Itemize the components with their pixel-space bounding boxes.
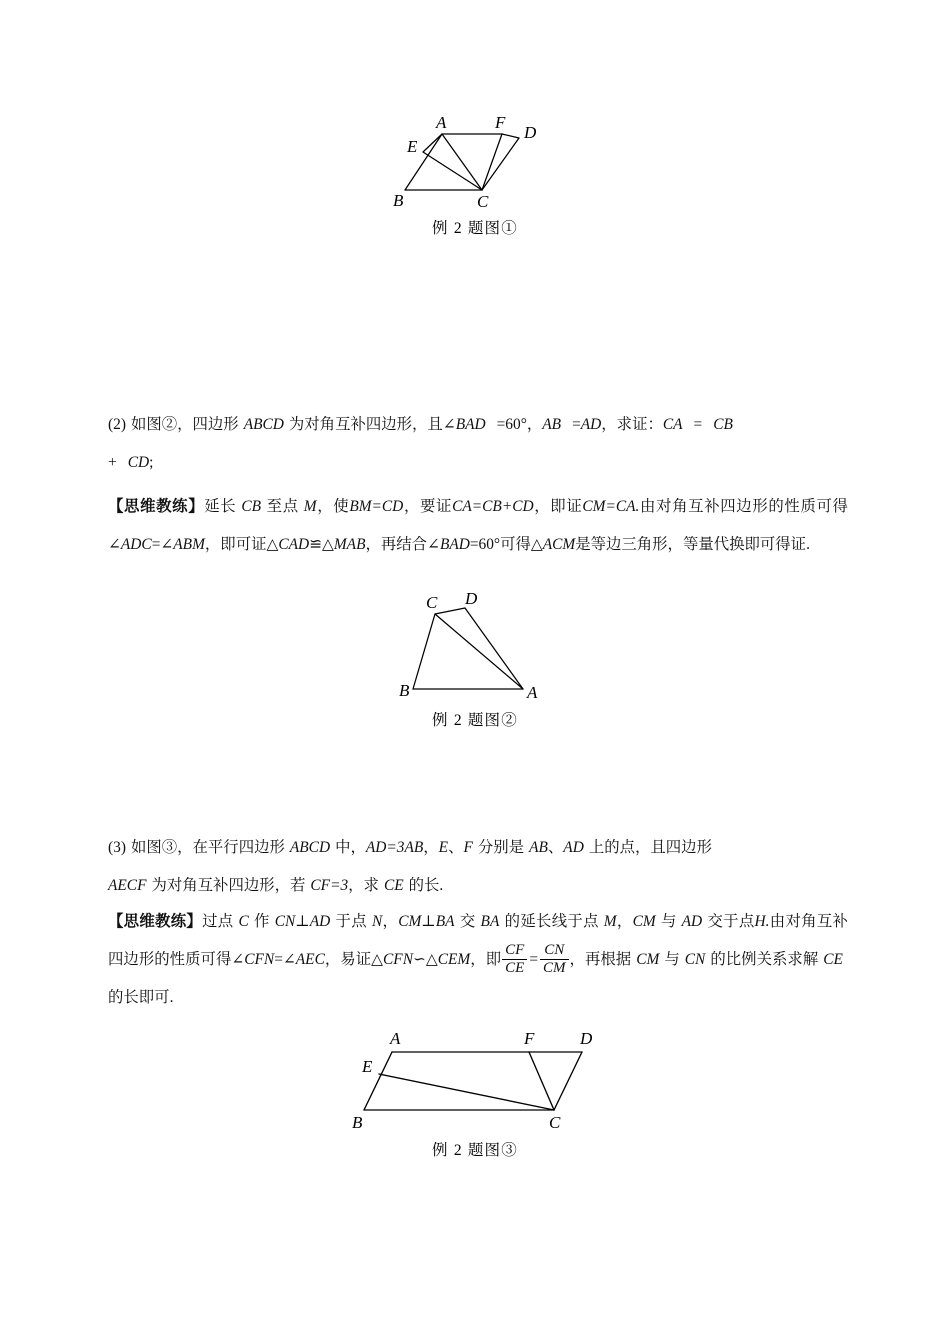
question-2-var-ab: AB [542,416,562,433]
figure-3-diagram [344,1028,606,1134]
hint-3-p7: ， [616,913,633,930]
hint-3-v16: CE [823,951,843,968]
question-3-v9: CE [383,877,404,894]
figure-2-label-D: D [465,592,478,608]
hint-3-v7: CM [632,913,656,930]
figure-1-label-D: D [524,123,537,142]
segment-CD [435,608,465,614]
hint-3-p15: ，再根据 [569,951,632,968]
hint-3-v5: BA [480,913,500,930]
hint-3-p16: 与 [664,951,680,968]
figure-1-diagram [385,112,565,212]
hint-2-paragraph [108,488,848,564]
figure-1-label-C: C [477,192,489,211]
figure-1-label-B: B [393,191,404,210]
hint-2-p11: =60°可得△ [469,536,543,553]
hint-2-p10: ，再结合∠ [365,536,440,553]
question-3-t4: 、 [448,839,464,856]
hint-3-p14: ，即 [470,951,502,968]
question-3-v7: AECF [108,877,147,894]
question-3-v1: ABCD [289,839,331,856]
question-3-t2: 中， [335,839,366,856]
fraction-cn-cm [540,942,569,977]
hint-3-tag: 【思维教练】 [108,913,203,930]
question-2-var-abcd: ABCD [243,416,284,433]
hint-3-v14: CM [636,951,660,968]
question-2-text-d: = [572,416,581,433]
hint-2-v7: ABM [173,536,205,553]
question-3-number: (3) [108,839,126,856]
segment-DC [554,1052,582,1110]
fraction-equals-sign: = [529,951,538,968]
figure-2-block [0,592,950,730]
hint-3-v15: CN [684,951,706,968]
hint-3-v12: CFN [383,951,413,968]
hint-3-v1: C [238,913,249,930]
hint-2-p5: ，即证 [533,498,583,515]
hint-3-v9: H. [754,913,770,930]
hint-3-v3: N [371,913,383,930]
hint-3-p12: ，易证△ [324,951,384,968]
hint-2-p12: 是等边三角形，等量代换即可得证. [575,536,810,553]
fraction-cf-ce [502,942,527,977]
hint-3-paragraph [108,903,848,1017]
question-2-number: (2) [108,416,126,433]
question-2-paragraph [108,406,848,482]
hint-2-p7: =∠ [151,536,174,553]
question-3-t1: 如图③，在平行四边形 [130,839,285,856]
question-3-t10: 的长. [408,877,444,894]
hint-2-v11: ACM [542,536,576,553]
hint-3-p18: 的长即可. [108,989,174,1006]
hint-3-v2: CN⊥AD [274,913,331,930]
hint-3-p1: 过点 [202,913,234,930]
figure-3-block [0,1028,950,1160]
segment-DA [465,608,523,689]
figure-3-label-E: E [362,1057,373,1076]
question-2-var-ad: AD [580,416,602,433]
figure-2-label-C: C [426,593,438,612]
question-3-t6: 、 [547,839,564,856]
question-2-var-cd: CD [127,454,150,471]
hint-3-p8: 与 [660,913,677,930]
fraction-ce-denominator: CE [502,959,527,977]
hint-3-p10: 由对角互补四边形的性质可得∠ [108,913,848,968]
question-2-semicolon: ; [149,454,154,471]
figure-3-label-F: F [524,1029,535,1048]
hint-2-p6: 由对角互补四边形的性质可得∠ [108,498,848,553]
question-3-paragraph [108,829,848,905]
figure-1-block [0,112,950,238]
question-2-var-bad: BAD [455,416,486,433]
hint-2-v4: CA=CB+CD [452,498,534,515]
question-3-t3: ， [423,839,439,856]
figure-3-label-A: A [390,1029,401,1048]
segment-CF [482,134,502,190]
hint-2-p9: ≌△ [309,536,334,553]
segment-FC [529,1052,554,1110]
hint-2-p3: ，使 [316,498,350,515]
figure-3-caption: 例 2 题图③ [432,1142,518,1159]
figure-2-label-A: A [527,683,538,702]
figure-2-caption: 例 2 题图② [432,712,518,729]
hint-3-p4: ， [382,913,399,930]
segment-FD [502,134,519,138]
hint-2-p1: 延长 [204,498,237,515]
hint-2-v5: CM=CA. [582,498,640,515]
figure-1-caption: 例 2 题图① [432,220,518,237]
question-2-text-e: ，求证： [601,416,663,433]
hint-2-p4: ，要证 [403,498,453,515]
hint-3-p9: 交于点 [707,913,755,930]
hint-3-p2: 作 [253,913,270,930]
question-2-plus: + [108,454,117,471]
question-3-v4: F [463,839,473,856]
figure-2-label-B: B [399,681,410,700]
hint-2-v2: M [303,498,317,515]
segment-CA-diagonal [435,614,523,689]
question-2-text-c: =60°， [496,416,543,433]
segment-BC [413,614,435,689]
hint-2-tag: 【思维教练】 [108,498,205,515]
hint-3-v8: AD [681,913,703,930]
hint-2-v1: CB [241,498,262,515]
segment-CA [442,134,482,190]
figure-1-label-F: F [495,113,506,132]
question-2-var-ca: CA [662,416,683,433]
hint-3-v11: AEC [295,951,325,968]
hint-3-v4: CM⊥BA [398,913,455,930]
question-3-v5: AB [529,839,548,856]
hint-2-v6: ADC [120,536,152,553]
question-3-t9: ，求 [348,877,379,894]
question-3-v6: AD [563,839,584,856]
hint-2-p2: 至点 [266,498,299,515]
figure-1-label-A: A [436,113,447,132]
hint-3-p6: 的延长线于点 [504,913,599,930]
fraction-cm-denominator: CM [540,959,569,977]
hint-2-v10: BAD [439,536,470,553]
hint-3-v13: CEM [437,951,471,968]
question-3-t8: 为对角互补四边形，若 [151,877,306,894]
question-3-v3: E [438,839,449,856]
hint-2-v8: CAD [278,536,310,553]
fraction-cf-numerator: CF [505,942,525,958]
segment-DC [482,138,519,190]
fraction-cn-numerator: CN [544,942,565,958]
figure-1-label-E: E [407,137,418,156]
question-3-t5: 分别是 [477,839,525,856]
question-2-var-cb: CB [713,416,733,433]
hint-3-p11: =∠ [274,951,296,968]
question-2-eq: = [693,416,703,433]
figure-3-label-D: D [580,1029,593,1048]
hint-2-v3: BM=CD [349,498,404,515]
hint-3-v10: CFN [244,951,275,968]
question-2-text-a: 如图②，四边形 [130,416,239,433]
question-3-v2: AD=3AB [365,839,424,856]
hint-3-p5: 交 [459,913,476,930]
figure-2-diagram [385,592,565,704]
segment-EC [379,1074,554,1110]
hint-2-v9: MAB [333,536,366,553]
hint-3-p3: 于点 [335,913,367,930]
figure-3-label-B: B [352,1113,363,1132]
figure-3-label-C: C [549,1113,561,1132]
hint-3-p17: 的比例关系求解 [710,951,819,968]
hint-3-v6: M [603,913,617,930]
question-3-t7: 上的点，且四边形 [588,839,712,856]
hint-2-p8: ，即可证△ [204,536,279,553]
hint-3-p13: ∽△ [412,951,438,968]
question-2-text-b: 为对角互补四边形，且∠ [288,416,456,433]
question-3-v8: CF=3 [310,877,349,894]
segment-CE [423,152,482,190]
